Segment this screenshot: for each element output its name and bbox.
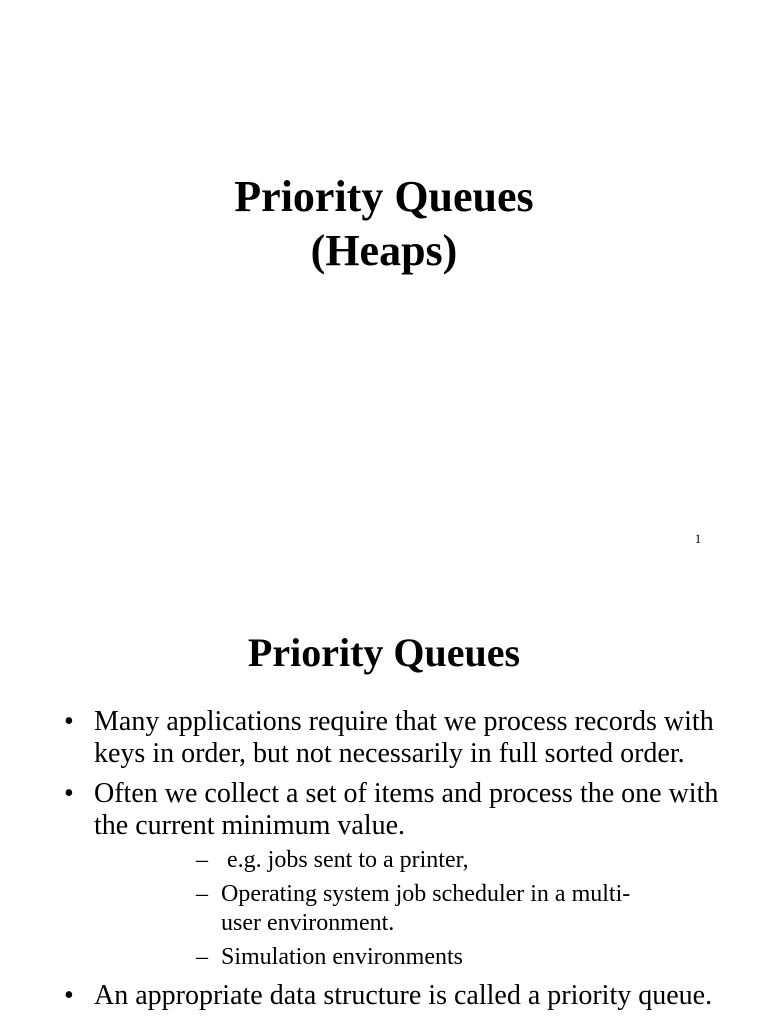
bullet-text: Often we collect a set of items and process the one with the current minimum value. xyxy=(94,778,719,841)
dash-icon: – xyxy=(196,944,208,970)
dash-icon: – xyxy=(196,881,208,907)
sub-bullet-text: Simulation environments xyxy=(221,944,463,970)
bullet-list xyxy=(0,706,768,1020)
sub-bullet-text: Operating system job scheduler in a multi-user environment. xyxy=(221,881,631,936)
sub-bullet-item xyxy=(94,846,728,875)
page-number: 1 xyxy=(694,531,702,546)
title-line-2: (Heaps) xyxy=(310,226,458,275)
bullet-item xyxy=(0,980,768,1012)
bullet-dot-icon: • xyxy=(64,706,74,737)
bullet-text: An appropriate data structure is called a priority queue. xyxy=(94,980,713,1011)
slide-title-heading xyxy=(0,170,768,278)
title-line-1: Priority Queues xyxy=(234,172,534,221)
sub-bullet-item xyxy=(94,943,728,972)
bullet-text: Many applications require that we process records with keys in order, but not necessarily in full sorted order. xyxy=(94,706,714,769)
sub-bullet-text: e.g. jobs sent to a printer, xyxy=(221,847,469,873)
bullet-dot-icon: • xyxy=(64,980,74,1011)
sub-bullet-list xyxy=(94,846,728,972)
bullet-item xyxy=(0,778,768,972)
sub-bullet-item xyxy=(94,880,728,938)
bullet-item xyxy=(0,706,768,770)
dash-icon: – xyxy=(196,847,208,873)
slide-heading: Priority Queues xyxy=(247,630,521,675)
bullet-dot-icon: • xyxy=(64,778,74,809)
slide-priority-queues xyxy=(0,576,768,1024)
